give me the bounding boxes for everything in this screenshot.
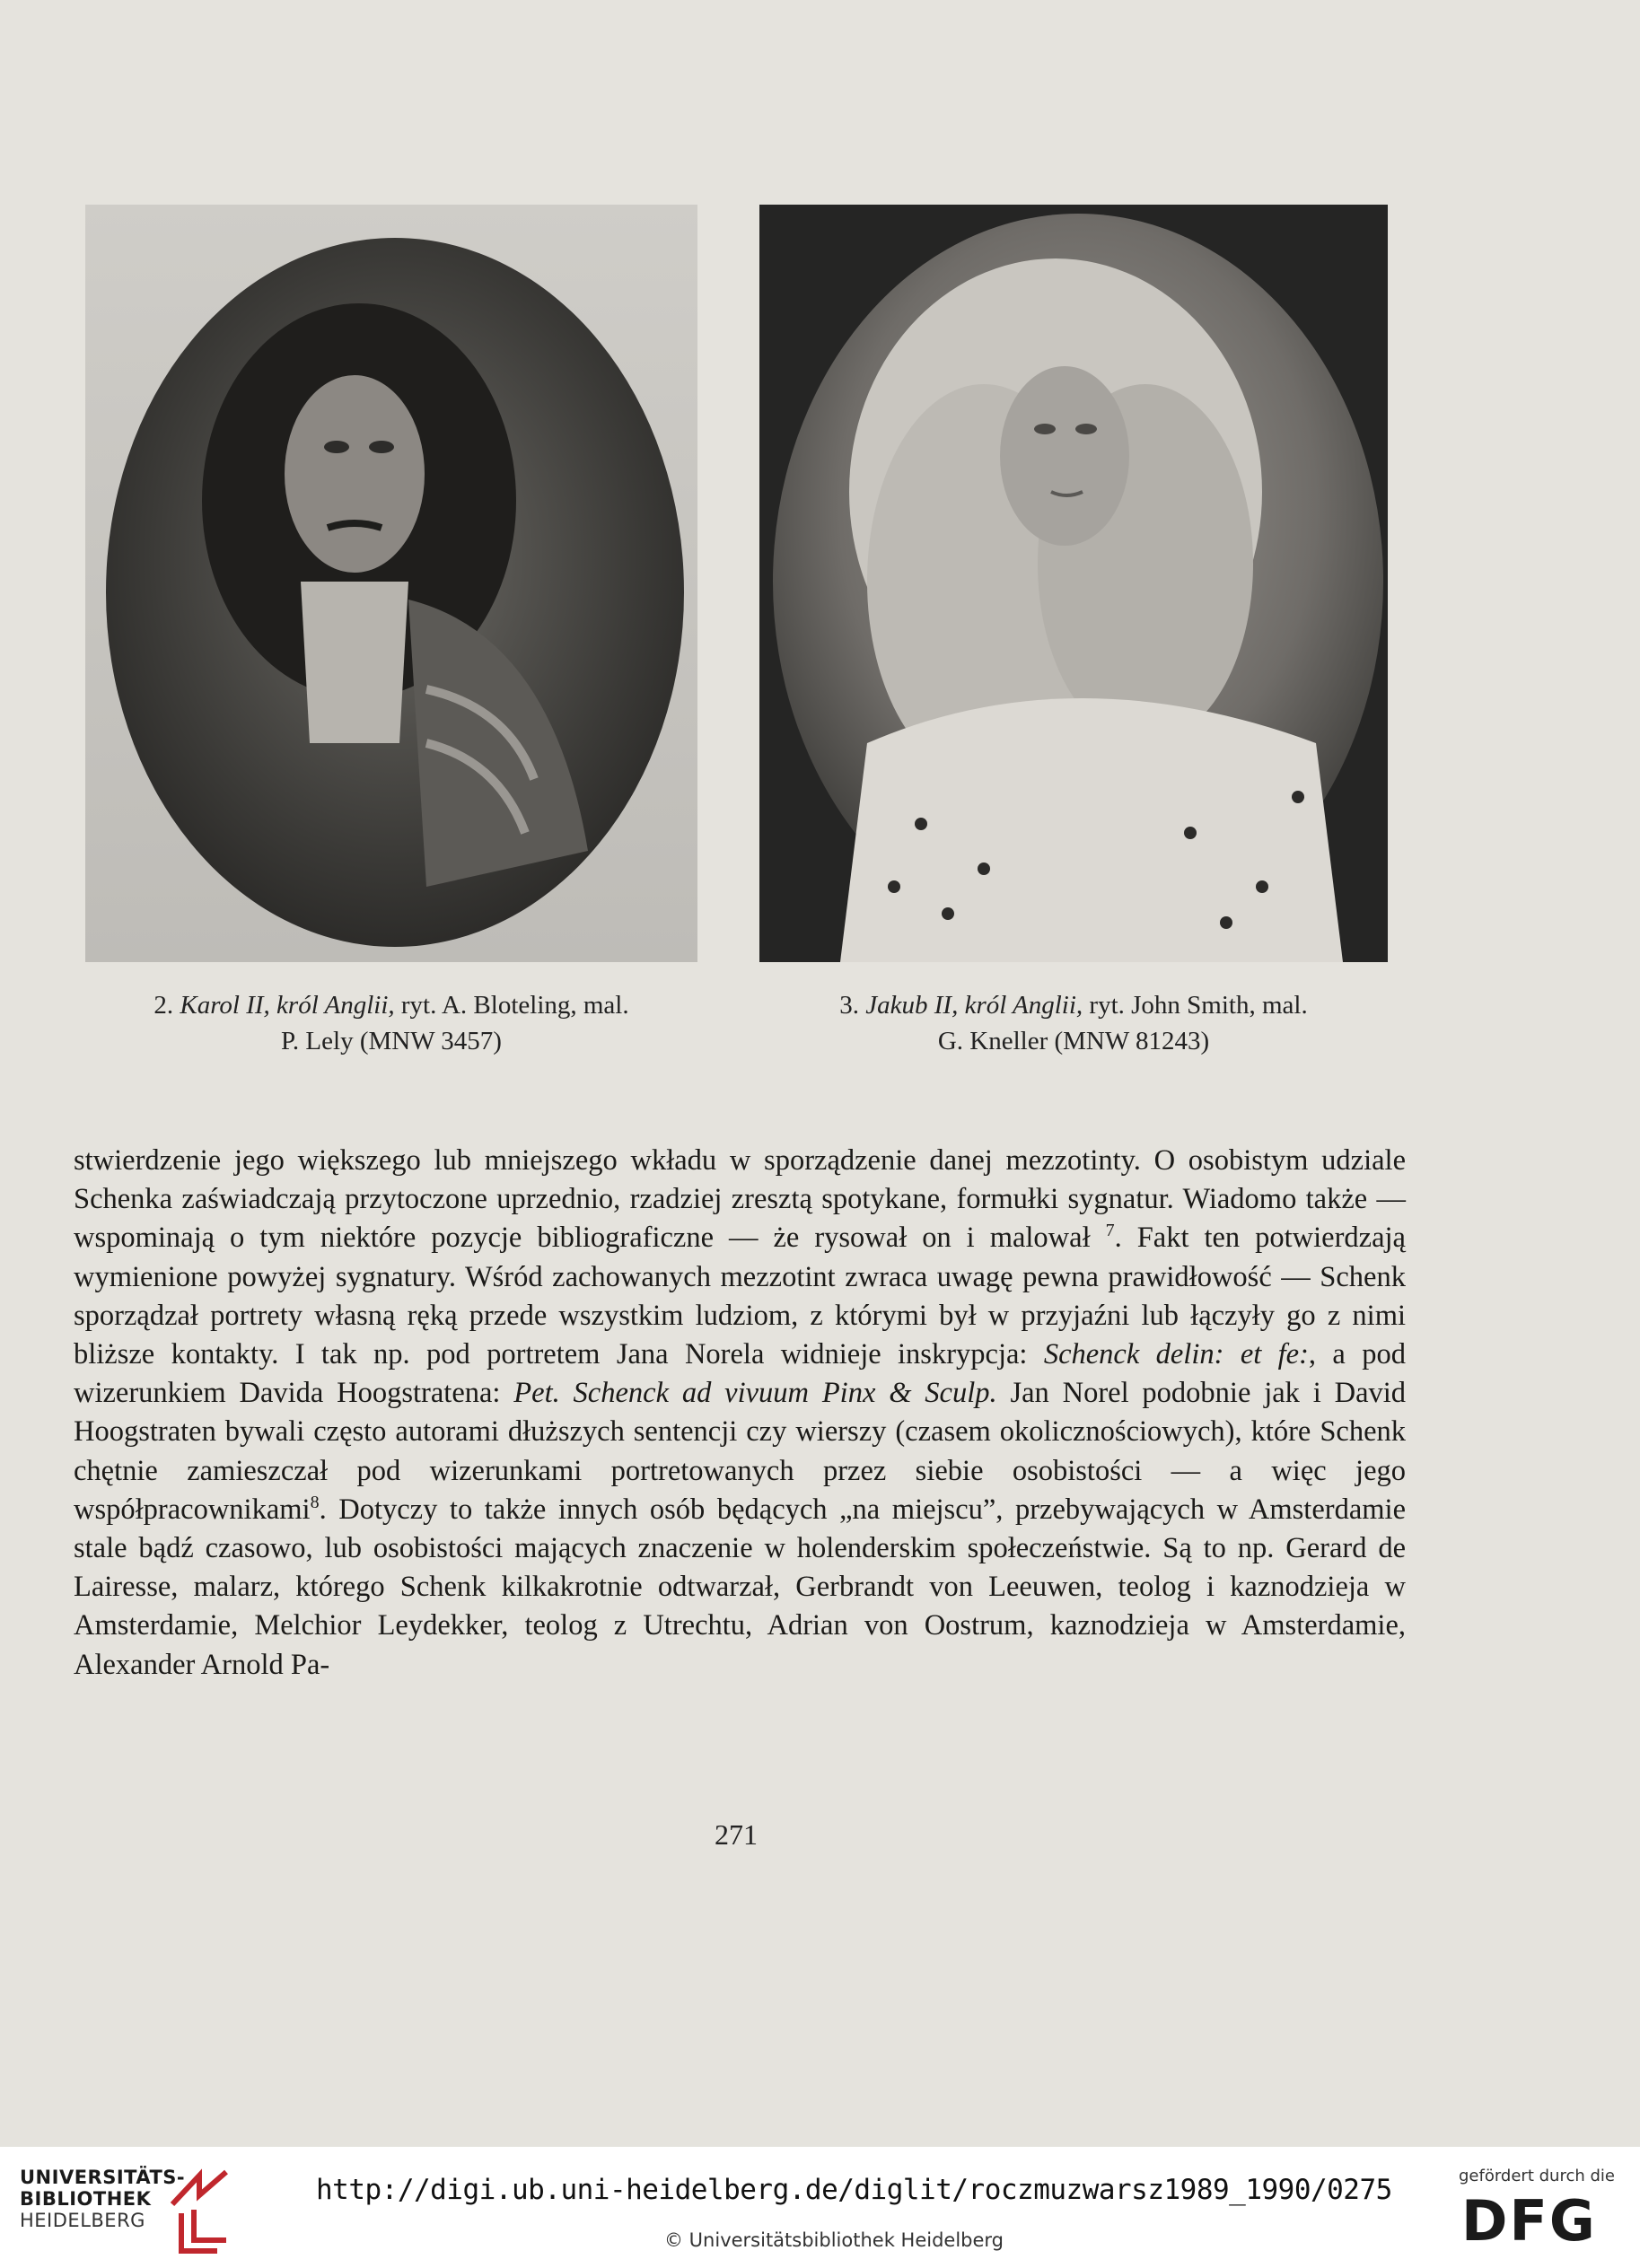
- library-emblem-icon: [163, 2168, 244, 2255]
- figure-title: Karol II, król Anglii,: [180, 991, 395, 1020]
- figure-credit: ryt. John Smith, mal.: [1089, 991, 1308, 1020]
- library-name-line2: BIBLIOTHEK: [20, 2188, 152, 2210]
- copyright-notice: © Universitätsbibliothek Heidelberg: [664, 2229, 1004, 2251]
- figure-number: 2.: [153, 991, 174, 1020]
- engraving-oval-left: [85, 205, 697, 962]
- text-run: , a pod wizerunkiem Davida Hoogstratena:: [74, 1338, 1406, 1410]
- figure-credit-line2: P. Lely (MNW 3457): [281, 1027, 502, 1055]
- figure-caption-3: [759, 987, 1388, 1059]
- body-text: [74, 1142, 1406, 1685]
- library-logo[interactable]: [20, 2167, 262, 2256]
- text-run: . Fakt ten potwierdzają wymienione powyżej sygnatury. Wśród zachowanych mezzotint zwraca uwagę pewna prawidłowość — Schenk sporządzał portrety własną ręką przede wszystkim ludziom, z którymi był w przyjaźni lub łączyły go z nimi bliższe kontakty. I tak np. pod portretem Jana Norela widnieje inskrypcja:: [74, 1222, 1406, 1371]
- library-name-line1: UNIVERSITÄTS-: [20, 2167, 186, 2188]
- text-run: stwierdzenie jego większego lub mniejszego wkładu w sporządzenie danej mezzotinty. O osobistym udziale Schenka zaświadczają przytoczone uprzednio, rzadziej zresztą spotykane, formułki sygnatur. Wiadomo także — wspominają o tym niektóre pozycje bibliograficzne — że rysował on i malował: [74, 1144, 1406, 1255]
- dfg-logo-text: DFG: [1461, 2192, 1597, 2246]
- permalink-url[interactable]: [316, 2174, 1392, 2206]
- paragraph: [74, 1142, 1406, 1685]
- text-run: . Dotyczy to także innych osób będących „na miejscu”, przebywających w Amsterdamie stale bądź czasowo, lub osobistości mających znaczenie w holenderskim społeczeństwie. Są to np. Gerard de Lairesse, malarz, którego Schenk kilkakrotnie odtwarzał, Gerbrandt von Leeuwen, teolog i kaznodzieja w Amsterdamie, Melchior Leydekker, teolog z Utrechtu, Adrian von Oostrum, kaznodzieja w Amsterdamie, Alexander Arnold Pa-: [74, 1493, 1406, 1681]
- funded-by-label: gefördert durch die: [1459, 2167, 1615, 2185]
- text-run: Jan Norel podobnie jak i David Hoogstraten bywali często autorami dłuższych sentencji czy wierszy (czasem okolicznościowych), które Schenk chętnie zamieszczał pod wizerunkami portretowanych przez siebie osobistości — a więc jego współpracownikami: [74, 1377, 1407, 1526]
- footnote-ref-8: 8: [310, 1493, 320, 1512]
- figure-credit: ryt. A. Bloteling, mal.: [400, 991, 629, 1020]
- portrait-image-james-ii: [759, 205, 1388, 962]
- figure-credit-line2: G. Kneller (MNW 81243): [937, 1027, 1210, 1055]
- footnote-ref-7: 7: [1105, 1221, 1115, 1241]
- figure-caption-2: [85, 987, 697, 1059]
- footer-bar: [0, 2147, 1640, 2268]
- signature-quote: Schenck delin: et fe:: [1043, 1338, 1309, 1371]
- page-number: 271: [715, 1818, 758, 1851]
- figure-number: 3.: [839, 991, 860, 1020]
- figure-title: Jakub II, król Anglii,: [865, 991, 1083, 1020]
- engraving-oval-right: [759, 205, 1388, 962]
- library-name-line3: HEIDELBERG: [20, 2210, 145, 2231]
- permalink-link[interactable]: http://digi.ub.uni-heidelberg.de/diglit/roczmuzwarsz1989_1990/0275: [316, 2174, 1392, 2206]
- signature-quote: Pet. Schenck ad vivuum Pinx & Sculp.: [513, 1377, 997, 1410]
- dfg-logo-icon[interactable]: [1461, 2192, 1614, 2246]
- portrait-image-charles-ii: [85, 205, 697, 962]
